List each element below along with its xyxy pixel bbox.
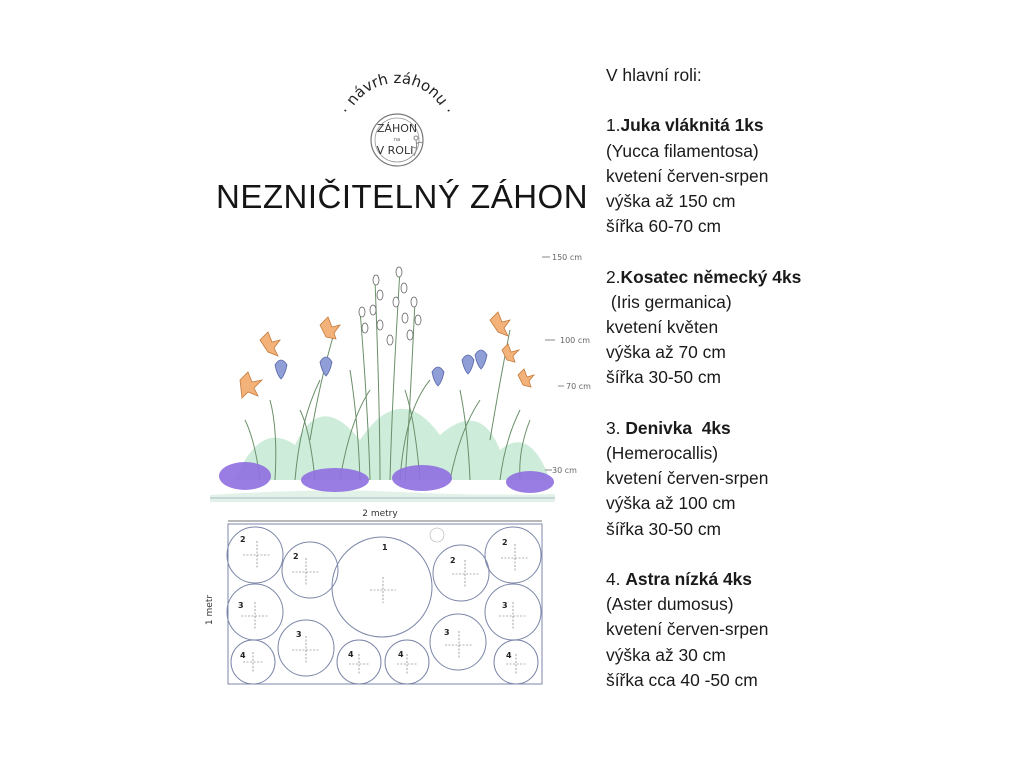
spacer [606, 239, 1006, 264]
small-brand-stamp [430, 528, 444, 542]
plant-number-3c: 3 [444, 628, 450, 637]
plant-3-latin: (Hemerocallis) [606, 443, 719, 463]
spacer [606, 542, 1006, 567]
height-mark-30: 30 cm [552, 466, 577, 475]
spacer [606, 391, 1006, 416]
info-heading: V hlavní roli: [606, 65, 702, 85]
plant-1-latin: (Yucca filamentosa) [606, 140, 759, 161]
plant-4-width: šířka cca 40 -50 cm [606, 669, 758, 690]
logo-brand-small: na [393, 137, 401, 143]
plant-4-bloom: kvetení červen-srpen [606, 619, 769, 640]
plant-number-3a: 3 [238, 601, 244, 610]
plant-1-name: Juka vláknitá 1ks [620, 115, 764, 136]
plant-4-name-line: 4. Astra nízká 4ks [606, 569, 752, 589]
plant-number-4a: 4 [240, 651, 246, 660]
plant-number-4b: 4 [348, 650, 354, 659]
plant-4-height: výška až 30 cm [606, 644, 726, 665]
planting-plan [200, 500, 560, 700]
yucca-flowers-illustration [359, 267, 421, 345]
garden-bed-sketch [200, 240, 600, 512]
logo-brand-line2: V ROLI [376, 144, 414, 157]
plant-2-latin: (Iris germanica) [606, 291, 732, 312]
plant-number-2a: 2 [240, 535, 246, 544]
plant-number-4c: 4 [398, 650, 404, 659]
daylily-flowers-illustration [240, 312, 534, 398]
plant-number-2b: 2 [293, 552, 299, 561]
plant-info [606, 63, 1006, 693]
page-title: NEZNIČITELNÝ ZÁHON [216, 178, 589, 215]
plant-number-3d: 3 [502, 601, 508, 610]
height-mark-150: 150 cm [552, 253, 583, 262]
plant-3-name-line: 3. Denivka 4ks [606, 417, 731, 438]
plant-3-width: šířka 30-50 cm [606, 518, 722, 539]
height-mark-100: 100 cm [560, 336, 591, 345]
plant-number-1: 1 [382, 543, 388, 552]
iris-flowers-illustration [275, 350, 487, 386]
plant-2-name-line: 2.Kosatec německý 4ks [606, 266, 802, 287]
plant-1-height: výška až 150 cm [606, 191, 736, 211]
spacer [606, 88, 1006, 113]
logo-brand-line1: ZÁHON [376, 122, 418, 135]
height-mark-70: 70 cm [566, 382, 591, 391]
plant-4-latin: (Aster dumosus) [606, 594, 734, 615]
plant-1-width: šířka 60-70 cm [606, 216, 722, 237]
plant-1-name-line: 1.Juka vláknitá 1ks [606, 115, 764, 136]
logo-arc-text: · návrh záhonu · [336, 70, 458, 117]
plant-number-4d: 4 [506, 651, 512, 660]
plant-2-width: šířka 30-50 cm [606, 367, 722, 388]
plant-2-name: Kosatec německý 4ks [620, 266, 802, 287]
plan-width-label: 2 metry [362, 509, 398, 519]
plant-3-height: výška až 100 cm [606, 493, 736, 514]
plant-2-bloom: kvetení květen [606, 317, 719, 337]
plant-number-3b: 3 [296, 630, 302, 639]
plant-number-2d: 2 [502, 538, 508, 547]
plant-number-2c: 2 [450, 556, 456, 565]
plant-2-height: výška až 70 cm [606, 342, 726, 363]
plant-4-name: Astra nízká 4ks [625, 569, 752, 589]
brand-logo [332, 70, 462, 180]
plant-3-bloom: kvetení červen-srpen [606, 468, 769, 489]
plant-3-name: Denivka 4ks [625, 417, 731, 438]
plant-1-bloom: kvetení červen-srpen [606, 165, 769, 186]
plan-height-label: 1 metr [205, 594, 215, 626]
svg-text:· návrh záhonu · [336, 70, 457, 116]
